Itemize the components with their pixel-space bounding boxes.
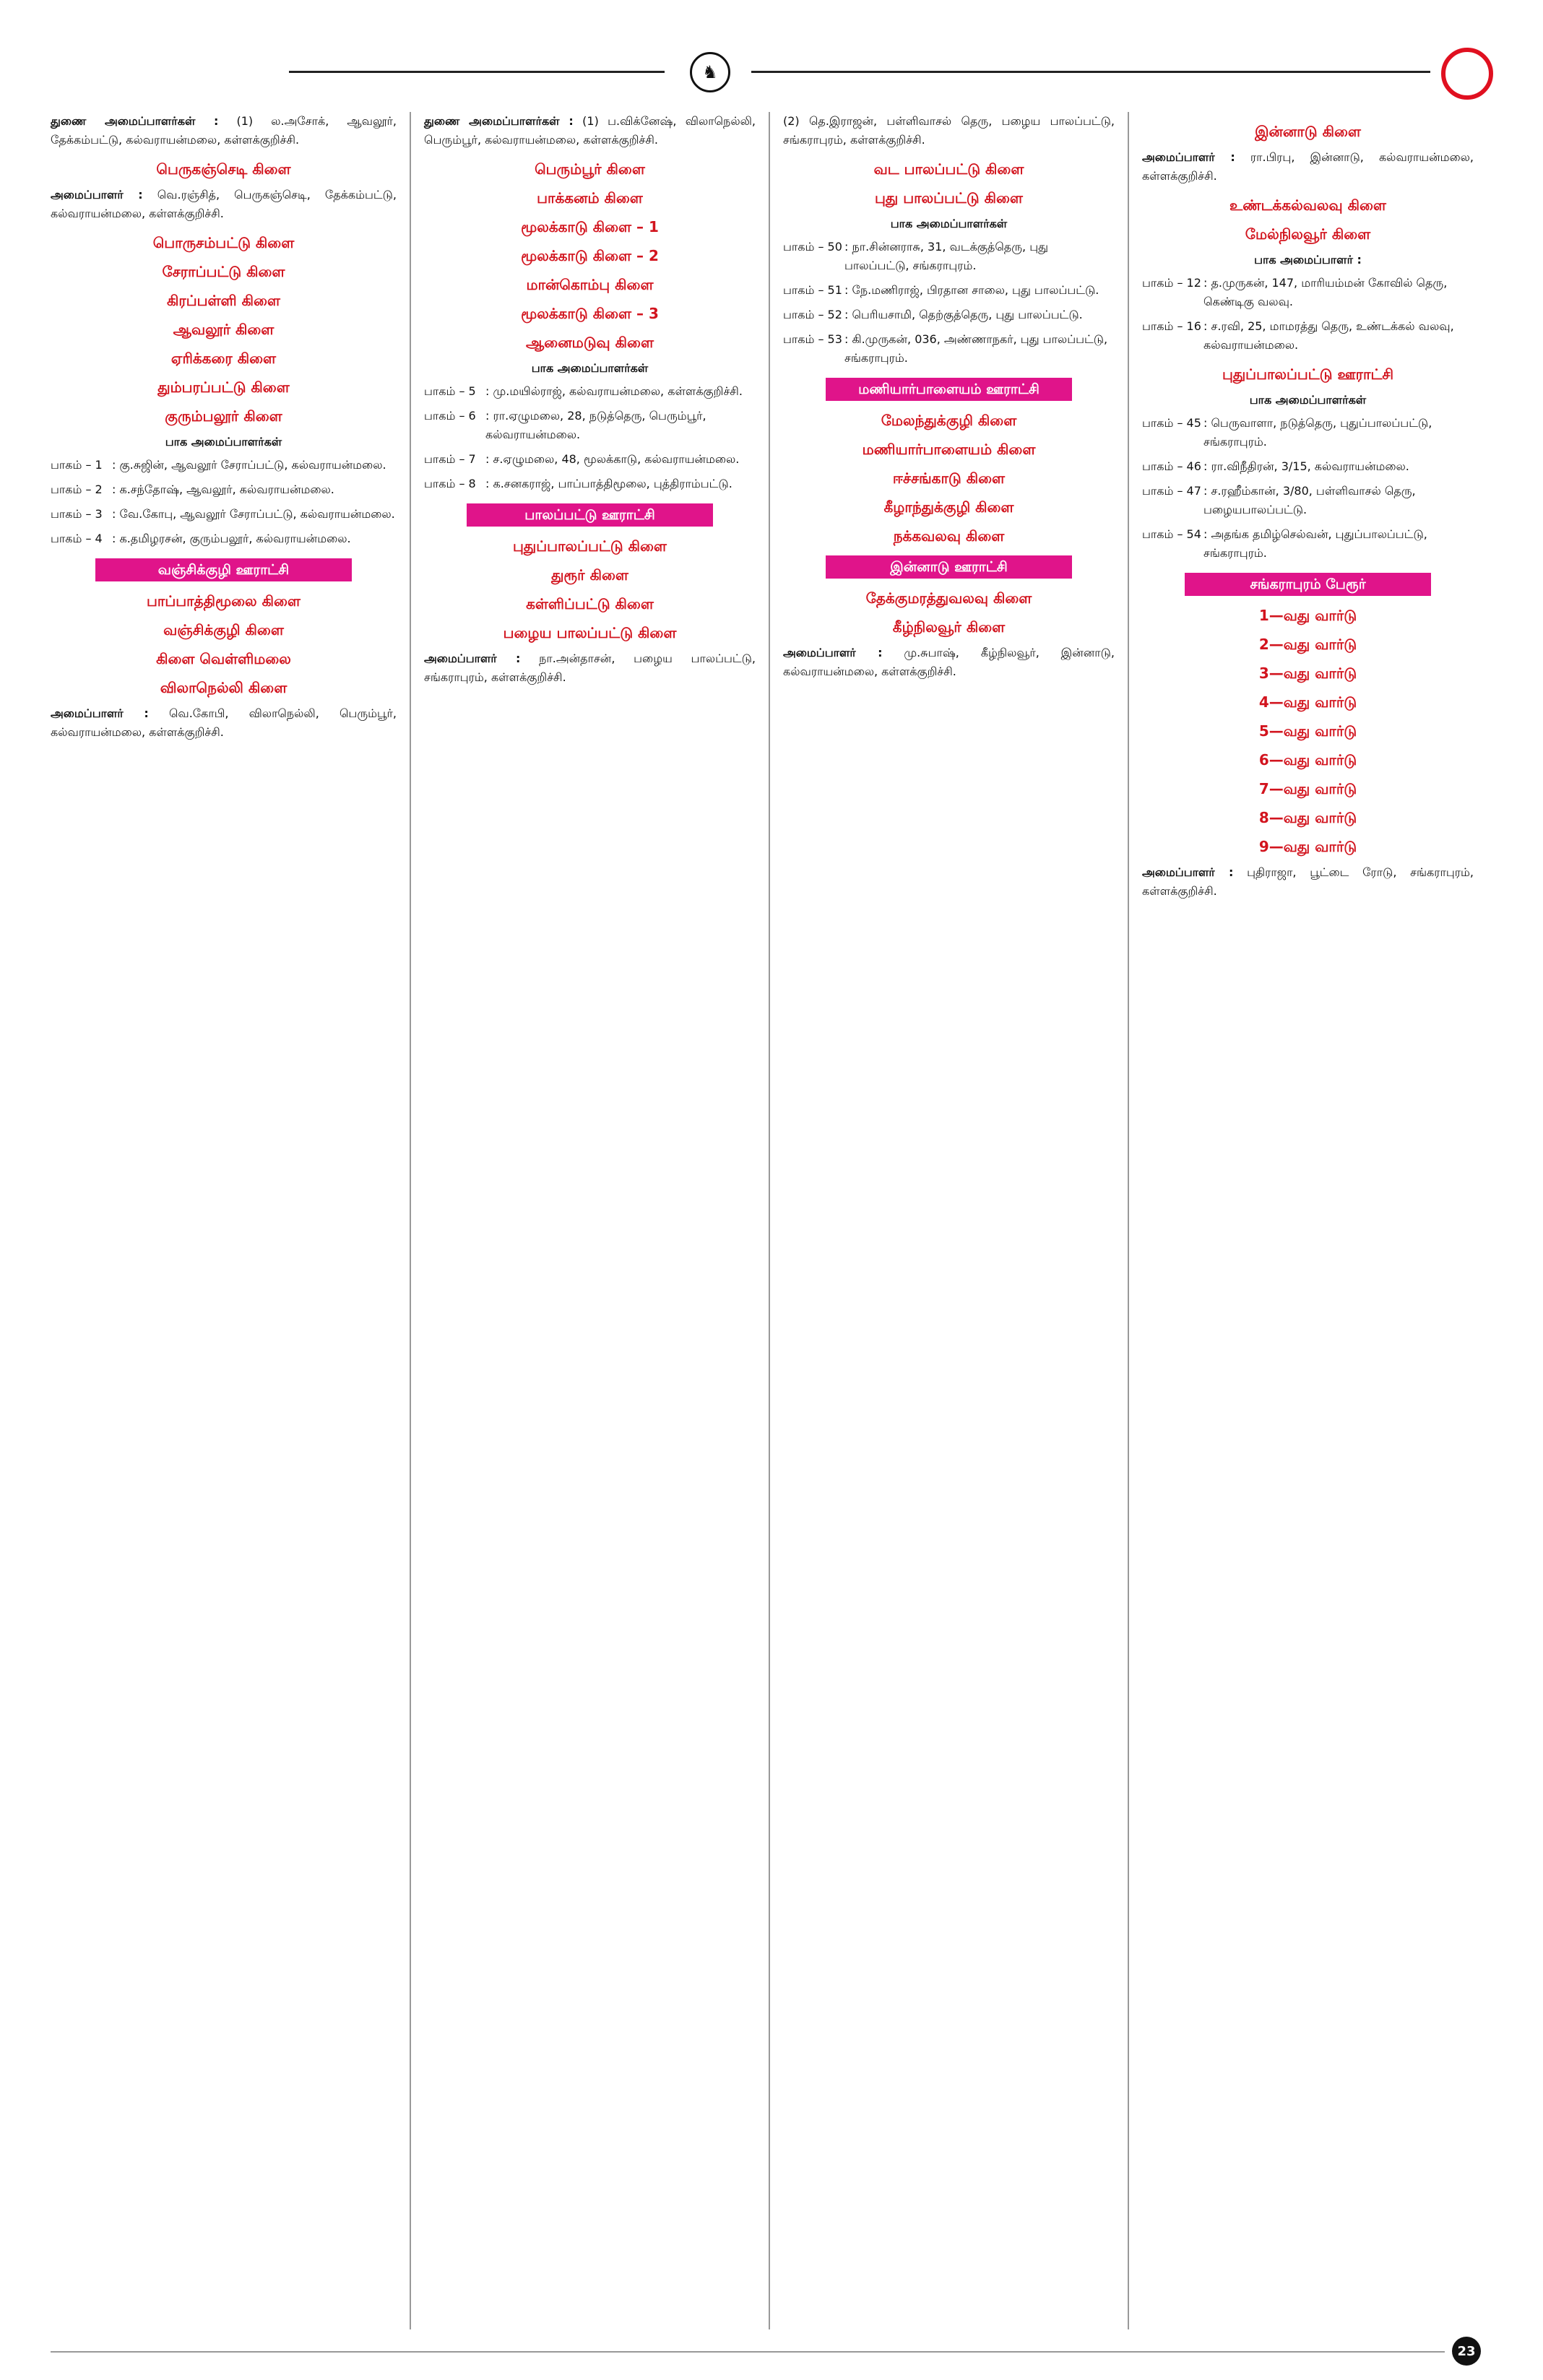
entry-paragraph (783, 112, 1115, 150)
section-heading: 1—வது வார்டு (1258, 607, 1357, 624)
entry-details: வெ.ரஞ்சித், பெருகஞ்செடி, தேக்கம்பட்டு, கல்வராயன்மலை, கள்ளக்குறிச்சி. (51, 188, 397, 220)
entry-paragraph (51, 704, 397, 742)
booth-row (783, 281, 1115, 300)
booth-row (424, 450, 756, 469)
section-heading: 9—வது வார்டு (1258, 838, 1357, 855)
section-banner: இன்னாடு ஊராட்சி (826, 555, 1072, 579)
section-heading: 3—வது வார்டு (1258, 665, 1357, 682)
section-heading: மூலக்காடு கிளை – 1 (521, 218, 659, 235)
section-heading: விலாநெல்லி கிளை (160, 679, 288, 696)
entry-role: அமைப்பாளர் : (1142, 150, 1235, 164)
booth-number: பாகம் – 46 (1142, 459, 1201, 473)
entry-role: அமைப்பாளர் : (424, 652, 521, 665)
header-rule-left (289, 71, 665, 73)
section-heading: பாப்பாத்திமூலை கிளை (147, 592, 301, 610)
booth-number: பாகம் – 5 (424, 384, 476, 398)
booth-row (1142, 317, 1474, 355)
section-heading: கீழ்நிலவூர் கிளை (892, 618, 1006, 636)
entry-details: ரா.பிரபு, இன்னாடு, கல்வராயன்மலை, கள்ளக்குறிச்சி. (1142, 150, 1474, 183)
booth-number: பாகம் – 1 (51, 458, 103, 472)
booth-number: பாகம் – 12 (1142, 276, 1201, 290)
section-heading: பெரும்பூர் கிளை (535, 160, 645, 178)
section-heading: 4—வது வார்டு (1258, 693, 1357, 711)
booth-number: பாகம் – 4 (51, 532, 103, 545)
booth-person: : கு.சுஜின், ஆவலூர் சேராப்பட்டு, கல்வராயன்மலை. (112, 458, 386, 472)
booth-row (1142, 274, 1474, 311)
booth-person: : க.சந்தோஷ், ஆவலூர், கல்வராயன்மலை. (112, 483, 334, 496)
booth-number: பாகம் – 3 (51, 507, 103, 521)
booth-row (424, 382, 756, 401)
section-heading: துரூர் கிளை (551, 566, 628, 584)
subheading: பாக அமைப்பாளர்கள் (1249, 393, 1367, 407)
booth-person: : ச.ரவி, 25, மாமரத்து தெரு, உண்டக்கல் வலவு, கல்வராயன்மலை. (1203, 319, 1454, 352)
booth-person: : க.தமிழரசன், குரும்பலூர், கல்வராயன்மலை. (112, 532, 351, 545)
section-banner: மணியார்பாளையம் ஊராட்சி (826, 378, 1072, 401)
entry-details: மு.சுபாஷ், கீழ்நிலவூர், இன்னாடு, கல்வராயன்மலை, கள்ளக்குறிச்சி. (783, 646, 1115, 678)
booth-number: பாகம் – 47 (1142, 484, 1201, 498)
entry-details: வெ.கோபி, விலாநெல்லி, பெரும்பூர், கல்வராயன்மலை, கள்ளக்குறிச்சி. (51, 706, 397, 739)
header-rule-right (751, 71, 1430, 73)
section-heading: புதுப்பாலப்பட்டு கிளை (513, 537, 667, 555)
booth-row (51, 505, 397, 524)
section-heading: பழைய பாலப்பட்டு கிளை (503, 624, 677, 641)
section-heading: வட பாலப்பட்டு கிளை (873, 160, 1024, 178)
booth-row (783, 238, 1115, 275)
section-heading: மூலக்காடு கிளை – 3 (521, 305, 659, 322)
booth-person: : பெருவாளா, நடுத்தெரு, புதுப்பாலப்பட்டு, சங்கராபுரம். (1203, 416, 1432, 449)
section-heading: பொருசம்பட்டு கிளை (152, 234, 295, 251)
entry-details: (1) ப.விக்னேஷ், விலாநெல்லி, பெரும்பூர், கல்வராயன்மலை, கள்ளக்குறிச்சி. (424, 114, 756, 147)
entry-paragraph (424, 112, 756, 150)
section-heading: மேல்நிலவூர் கிளை (1245, 225, 1371, 243)
booth-number: பாகம் – 2 (51, 483, 103, 496)
section-heading: ஆவலூர் கிளை (173, 321, 275, 338)
booth-person: : ச.ரஹீம்கான், 3/80, பள்ளிவாசல் தெரு, பழையபாலப்பட்டு. (1203, 484, 1416, 516)
booth-person: : க.சனகராஜ், பாப்பாத்திமூலை, புத்திராம்பட்டு. (485, 477, 732, 490)
section-banner: சங்கராபுரம் பேரூர் (1185, 573, 1431, 596)
section-heading: கீழாந்துக்குழி கிளை (883, 498, 1014, 516)
booth-row (1142, 482, 1474, 519)
booth-number: பாகம் – 8 (424, 477, 476, 490)
entry-details: (2) தெ.இராஜன், பள்ளிவாசல் தெரு, பழைய பாலப்பட்டு, சங்கராபுரம், கள்ளக்குறிச்சி. (783, 114, 1115, 147)
booth-row (51, 529, 397, 548)
section-heading: வஞ்சிக்குழி கிளை (163, 621, 284, 639)
column-2 (410, 112, 769, 2329)
entry-paragraph (51, 186, 397, 223)
section-heading: புது பாலப்பட்டு கிளை (875, 189, 1023, 207)
booth-person: : பெரியசாமி, தெற்குத்தெரு, புது பாலப்பட்டு. (844, 308, 1083, 321)
section-heading: மூலக்காடு கிளை – 2 (521, 247, 659, 264)
booth-person: : நே.மணிராஜ், பிரதான சாலை, புது பாலப்பட்டு. (844, 283, 1099, 297)
booth-person: : கி.முருகன், 036, அண்ணாநகர், புது பாலப்பட்டு, சங்கராபுரம். (844, 332, 1108, 365)
entry-role: அமைப்பாளர் : (51, 706, 149, 720)
entry-paragraph (51, 112, 397, 150)
booth-number: பாகம் – 51 (783, 283, 842, 297)
entry-paragraph (424, 649, 756, 687)
section-heading: உண்டக்கல்வலவு கிளை (1229, 196, 1386, 214)
section-heading: 5—வது வார்டு (1258, 722, 1357, 740)
booth-number: பாகம் – 7 (424, 452, 476, 466)
section-heading: 8—வது வார்டு (1258, 809, 1357, 826)
section-heading: ஏரிக்கரை கிளை (170, 350, 277, 367)
booth-row (1142, 414, 1474, 451)
section-heading: மான்கொம்பு கிளை (526, 276, 654, 293)
subheading: பாக அமைப்பாளர்கள் (531, 361, 649, 375)
section-heading: குரும்பலூர் கிளை (165, 407, 282, 425)
booth-row (424, 407, 756, 444)
entry-details: (1) ல.அசோக், ஆவலூர், தேக்கம்பட்டு, கல்வராயன்மலை, கள்ளக்குறிச்சி. (51, 114, 397, 147)
entry-paragraph (1142, 863, 1474, 901)
entry-role: துணை அமைப்பாளர்கள் : (424, 114, 574, 128)
section-heading: 2—வது வார்டு (1258, 636, 1357, 653)
booth-person: : அதங்க தமிழ்செல்வன், புதுப்பாலப்பட்டு, சங்கராபுரம். (1203, 527, 1427, 560)
section-heading: தேக்குமரத்துவலவு கிளை (865, 589, 1032, 607)
booth-row (783, 306, 1115, 324)
booth-row (1142, 457, 1474, 476)
booth-person: : த.முருகன், 147, மாரியம்மன் கோவில் தெரு, கெண்டிகு வலவு. (1203, 276, 1448, 308)
entry-details: நா.அன்தாசன், பழைய பாலப்பட்டு, சங்கராபுரம், கள்ளக்குறிச்சி. (424, 652, 756, 684)
column-1 (51, 112, 410, 2329)
booth-number: பாகம் – 16 (1142, 319, 1201, 333)
column-4 (1128, 112, 1487, 2329)
booth-person: : நா.சின்னராசு, 31, வடக்குத்தெரு, புது பாலப்பட்டு, சங்கராபுரம். (844, 240, 1048, 272)
section-heading: சேராப்பட்டு கிளை (162, 263, 285, 280)
booth-number: பாகம் – 53 (783, 332, 842, 346)
section-heading: மேலந்துக்குழி கிளை (881, 412, 1017, 429)
section-heading: நக்கவலவு கிளை (893, 527, 1005, 545)
footer-rule (51, 2351, 1445, 2353)
subheading: பாக அமைப்பாளர் : (1254, 253, 1362, 267)
entry-details: புதிராஜா, பூட்டை ரோடு, சங்கராபுரம், கள்ளக்குறிச்சி. (1142, 865, 1474, 898)
article-columns (51, 112, 1488, 2329)
section-heading: ஆனைமடுவு கிளை (525, 334, 654, 351)
booth-row (51, 456, 397, 475)
column-3 (769, 112, 1128, 2329)
booth-person: : வே.கோபு, ஆவலூர் சேராப்பட்டு, கல்வராயன்மலை. (112, 507, 395, 521)
booth-row (1142, 525, 1474, 563)
section-heading: 6—வது வார்டு (1258, 751, 1357, 769)
booth-number: பாகம் – 54 (1142, 527, 1201, 541)
booth-person: : மு.மயில்ராஜ், கல்வராயன்மலை, கள்ளக்குறிச்சி. (485, 384, 743, 398)
entry-role: அமைப்பாளர் : (51, 188, 143, 202)
section-banner: பாலப்பட்டு ஊராட்சி (467, 503, 713, 527)
subheading: பாக அமைப்பாளர்கள் (890, 217, 1008, 230)
subheading: பாக அமைப்பாளர்கள் (165, 435, 282, 449)
section-heading: கிரப்பள்ளி கிளை (167, 292, 280, 309)
section-heading: புதுப்பாலப்பட்டு ஊராட்சி (1222, 365, 1394, 383)
booth-number: பாகம் – 52 (783, 308, 842, 321)
section-heading: கிளை வெள்ளிமலை (156, 650, 291, 667)
booth-person: : ரா.ஏழுமலை, 28, நடுத்தெரு, பெரும்பூர், கல்வராயன்மலை. (485, 409, 706, 441)
booth-number: பாகம் – 6 (424, 409, 476, 423)
entry-paragraph (783, 644, 1115, 681)
section-heading: தும்பரப்பட்டு கிளை (157, 378, 290, 396)
entry-role: அமைப்பாளர் : (1142, 865, 1234, 879)
booth-person: : ரா.விநீதிரன், 3/15, கல்வராயன்மலை. (1203, 459, 1409, 473)
entry-role: அமைப்பாளர் : (783, 646, 883, 659)
booth-person: : ச.ஏழுமலை, 48, மூலக்காடு, கல்வராயன்மலை. (485, 452, 740, 466)
section-heading: பெருகஞ்செடி கிளை (156, 160, 291, 178)
section-banner: வஞ்சிக்குழி ஊராட்சி (95, 558, 352, 581)
section-heading: பாக்கனம் கிளை (537, 189, 643, 207)
emblem-icon: ♞ (690, 52, 730, 92)
booth-row (783, 330, 1115, 368)
page-number: 23 (1452, 2337, 1481, 2366)
ring-icon (1441, 48, 1493, 100)
booth-row (424, 475, 756, 493)
section-heading: ஈச்சங்காடு கிளை (892, 469, 1006, 487)
section-heading: 7—வது வார்டு (1258, 780, 1357, 797)
section-heading: இன்னாடு கிளை (1255, 123, 1361, 140)
section-heading: கள்ளிப்பட்டு கிளை (526, 595, 654, 613)
entry-role: துணை அமைப்பாளர்கள் : (51, 114, 219, 128)
booth-number: பாகம் – 45 (1142, 416, 1201, 430)
page-header (0, 0, 1543, 82)
section-heading: மணியார்பாளையம் கிளை (862, 441, 1036, 458)
booth-number: பாகம் – 50 (783, 240, 842, 254)
booth-row (51, 480, 397, 499)
entry-paragraph (1142, 148, 1474, 186)
